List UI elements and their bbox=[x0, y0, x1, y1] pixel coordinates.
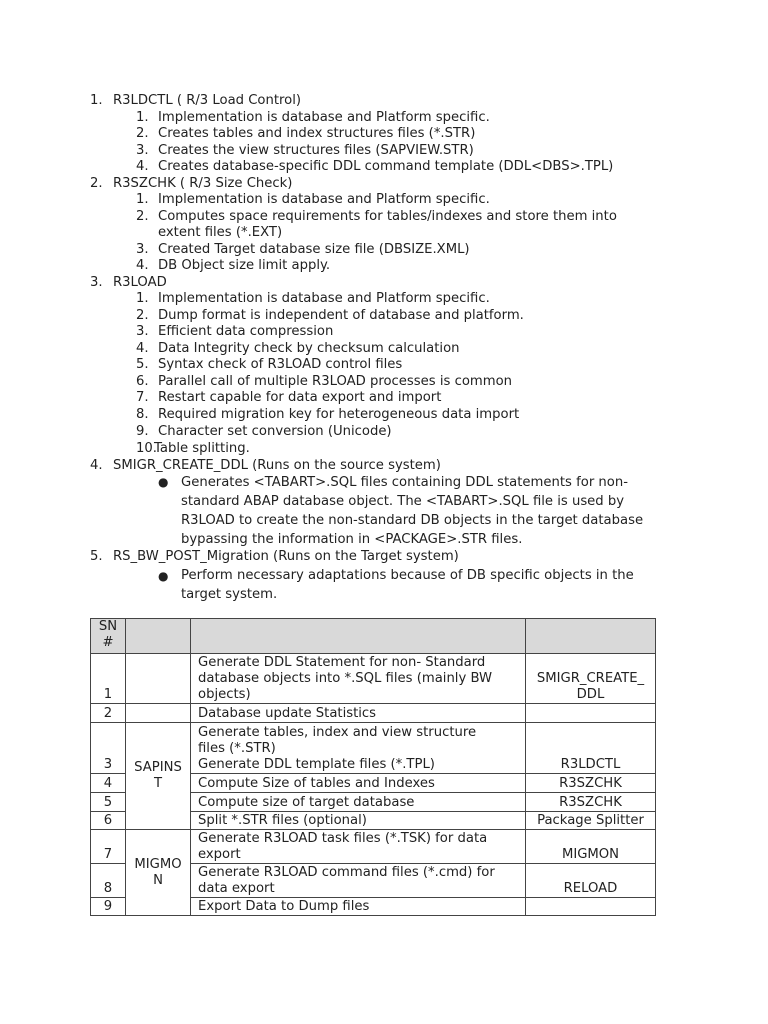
description-cell bbox=[191, 704, 526, 723]
sn-cell: 1 bbox=[91, 654, 126, 704]
cell-line: files (*.STR) bbox=[198, 741, 276, 756]
program-cell: R3SZCHK bbox=[526, 793, 656, 812]
sn-cell: 3 bbox=[91, 723, 126, 774]
cell-line: SMIGR_CREATE_ bbox=[536, 671, 645, 686]
item-number: 3. bbox=[136, 143, 149, 158]
section-number: 4. bbox=[90, 458, 103, 473]
cell-line: T bbox=[153, 776, 163, 791]
cell-line: Export Data to Dump files bbox=[198, 899, 370, 914]
header-sn-cell bbox=[91, 619, 126, 654]
cell-line: database objects into *.SQL files (mainly BW bbox=[198, 671, 493, 686]
list-item: Parallel call of multiple R3LOAD processes is common bbox=[158, 374, 513, 389]
program-cell bbox=[526, 704, 656, 723]
table-header-row bbox=[91, 619, 656, 654]
table-row bbox=[91, 654, 656, 704]
list-item: Created Target database size file (DBSIZE.XML) bbox=[158, 242, 470, 257]
list-item: Implementation is database and Platform specific. bbox=[158, 291, 490, 306]
list-item: Table splitting. bbox=[154, 441, 250, 456]
list-item: Implementation is database and Platform specific. bbox=[158, 110, 490, 125]
section-title: R3SZCHK ( R/3 Size Check) bbox=[113, 176, 293, 191]
program-cell bbox=[526, 898, 656, 916]
section-number: 3. bbox=[90, 275, 103, 290]
paragraph-line: bypassing the information in <PACKAGE>.STR files. bbox=[181, 532, 523, 547]
description-cell bbox=[191, 793, 526, 812]
item-number: 4. bbox=[136, 159, 149, 174]
tool-group-cell bbox=[126, 830, 191, 916]
program-cell bbox=[526, 654, 656, 704]
cell-line: Generate DDL template files (*.TPL) bbox=[198, 757, 435, 772]
section-title: SMIGR_CREATE_DDL (Runs on the source system) bbox=[113, 458, 441, 473]
table-row bbox=[91, 704, 656, 723]
paragraph-line: R3LOAD to create the non-standard DB objects in the target database bbox=[181, 513, 644, 528]
item-number: 8. bbox=[136, 407, 149, 422]
list-item: Dump format is independent of database and platform. bbox=[158, 308, 524, 323]
item-number: 3. bbox=[136, 242, 149, 257]
cell-line: Compute size of target database bbox=[198, 795, 415, 810]
list-item: Creates the view structures files (SAPVIEW.STR) bbox=[158, 143, 474, 158]
program-cell: R3SZCHK bbox=[526, 774, 656, 793]
section-number: 2. bbox=[90, 176, 103, 191]
header-text: SN bbox=[98, 619, 118, 634]
cell-line: Generate tables, index and view structure bbox=[198, 725, 477, 740]
section-title: RS_BW_POST_Migration (Runs on the Target system) bbox=[113, 549, 459, 564]
sn-cell: 8 bbox=[91, 864, 126, 898]
item-number: 9. bbox=[136, 424, 149, 439]
cell-line: Split *.STR files (optional) bbox=[198, 813, 367, 828]
paragraph-line: standard ABAP database object. The <TABART>.SQL file is used by bbox=[181, 494, 625, 509]
list-item: Creates tables and index structures files (*.STR) bbox=[158, 126, 476, 141]
program-cell: Package Splitter bbox=[526, 812, 656, 830]
cell-line: Compute Size of tables and Indexes bbox=[198, 776, 435, 791]
sn-cell: 5 bbox=[91, 793, 126, 812]
section-number: 5. bbox=[90, 549, 103, 564]
bullet-paragraph bbox=[181, 473, 643, 549]
paragraph-line: target system. bbox=[181, 587, 278, 602]
program-cell: RELOAD bbox=[526, 864, 656, 898]
item-number: 2. bbox=[136, 126, 149, 141]
cell-line: export bbox=[198, 847, 241, 862]
item-number: 2. bbox=[136, 308, 149, 323]
section-title: R3LDCTL ( R/3 Load Control) bbox=[113, 93, 302, 108]
description-cell bbox=[191, 812, 526, 830]
item-number: 5. bbox=[136, 357, 149, 372]
tool-cell bbox=[126, 704, 191, 723]
list-item: Data Integrity check by checksum calculation bbox=[158, 341, 460, 356]
header-cell bbox=[191, 619, 526, 654]
item-number: 1. bbox=[136, 291, 149, 306]
list-item: Required migration key for heterogeneous data import bbox=[158, 407, 520, 422]
section-number: 1. bbox=[90, 93, 103, 108]
description-cell bbox=[191, 723, 526, 774]
item-number: 1. bbox=[136, 192, 149, 207]
item-number: 4. bbox=[136, 341, 149, 356]
table-row bbox=[91, 723, 656, 774]
bullet-icon: ● bbox=[158, 475, 169, 489]
list-item: Creates database-specific DDL command template (DDL<DBS>.TPL) bbox=[158, 159, 614, 174]
cell-line: MIGMO bbox=[134, 856, 182, 872]
list-item: Efficient data compression bbox=[158, 324, 334, 339]
list-item: Character set conversion (Unicode) bbox=[158, 424, 392, 439]
list-item: Computes space requirements for tables/indexes and store them into bbox=[158, 209, 617, 224]
sn-cell: 9 bbox=[91, 898, 126, 916]
cell-line: Generate R3LOAD command files (*.cmd) for bbox=[198, 865, 495, 880]
sn-cell: 2 bbox=[91, 704, 126, 723]
cell-line: N bbox=[153, 872, 163, 888]
description-cell bbox=[191, 898, 526, 916]
sn-cell: 6 bbox=[91, 812, 126, 830]
paragraph-line: Generates <TABART>.SQL files containing DDL statements for non- bbox=[181, 475, 628, 490]
list-item: DB Object size limit apply. bbox=[158, 258, 331, 273]
section-title: R3LOAD bbox=[113, 275, 167, 290]
cell-line: Generate DDL Statement for non- Standard bbox=[198, 655, 486, 670]
description-cell bbox=[191, 774, 526, 793]
description-cell bbox=[191, 830, 526, 864]
item-number: 1. bbox=[136, 110, 149, 125]
cell-line: DDL bbox=[576, 687, 605, 702]
list-item: Restart capable for data export and import bbox=[158, 390, 442, 405]
item-number: 3. bbox=[136, 324, 149, 339]
bullet-paragraph bbox=[181, 566, 634, 604]
sn-cell: 7 bbox=[91, 830, 126, 864]
cell-line: data export bbox=[198, 881, 275, 896]
paragraph-line: Perform necessary adaptations because of DB specific objects in the bbox=[181, 568, 634, 583]
table-row bbox=[91, 830, 656, 864]
header-text: # bbox=[102, 635, 114, 650]
cell-line: objects) bbox=[198, 687, 251, 702]
sn-cell: 4 bbox=[91, 774, 126, 793]
program-cell: MIGMON bbox=[526, 830, 656, 864]
description-cell bbox=[191, 864, 526, 898]
tool-cell bbox=[126, 654, 191, 704]
tool-group-cell bbox=[126, 723, 191, 830]
item-number: 2. bbox=[136, 209, 149, 224]
list-item-continuation: extent files (*.EXT) bbox=[158, 225, 283, 240]
item-number: 4. bbox=[136, 258, 149, 273]
program-cell: R3LDCTL bbox=[526, 723, 656, 774]
bullet-icon: ● bbox=[158, 569, 169, 583]
migration-steps-table bbox=[90, 618, 656, 916]
header-cell bbox=[126, 619, 191, 654]
list-item: Syntax check of R3LOAD control files bbox=[158, 357, 403, 372]
item-number: 6. bbox=[136, 374, 149, 389]
cell-line: Database update Statistics bbox=[198, 706, 377, 721]
description-cell bbox=[191, 654, 526, 704]
item-number: 7. bbox=[136, 390, 149, 405]
list-item: Implementation is database and Platform specific. bbox=[158, 192, 490, 207]
cell-line: SAPINS bbox=[134, 760, 182, 775]
item-number: 10. bbox=[136, 441, 157, 456]
cell-line: Generate R3LOAD task files (*.TSK) for data bbox=[198, 831, 488, 846]
header-cell bbox=[526, 619, 656, 654]
